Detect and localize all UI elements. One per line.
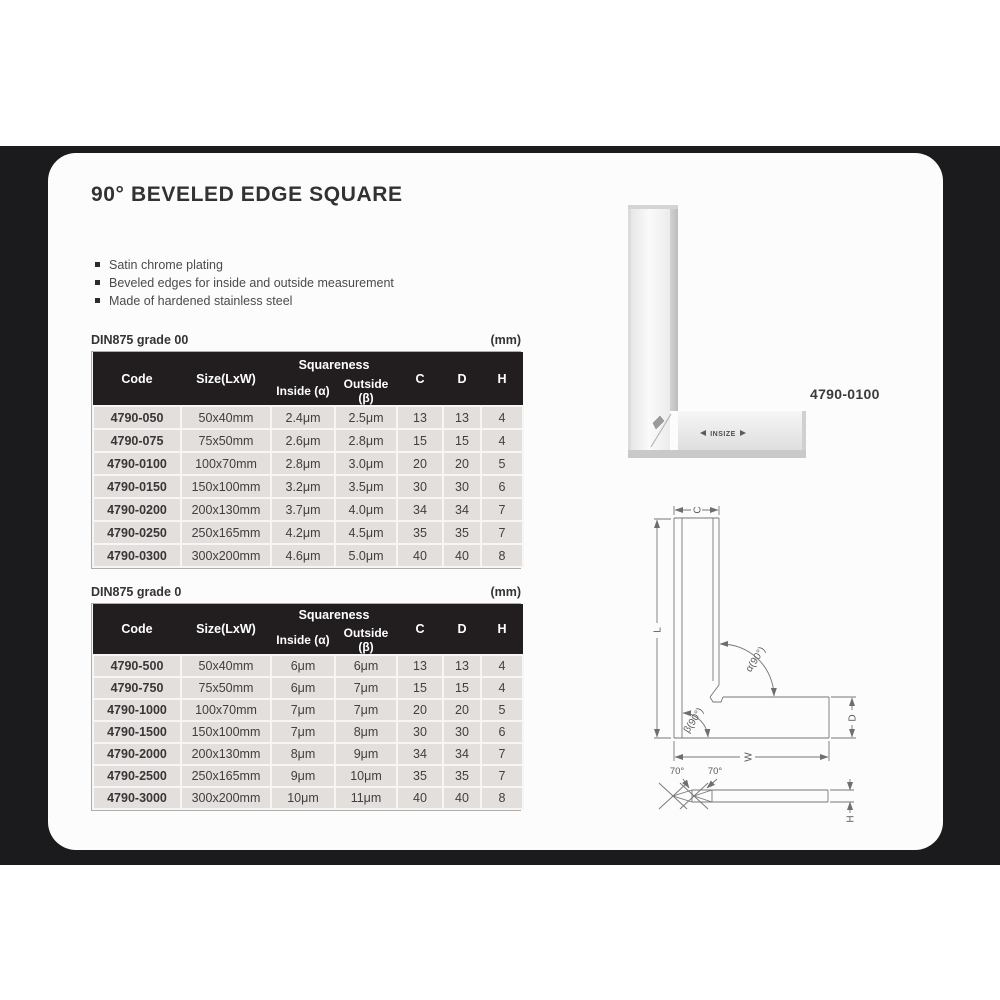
feature-item: Beveled edges for inside and outside measurement — [95, 274, 394, 292]
table-cell: 100x70mm — [181, 699, 271, 721]
table-cell: 50x40mm — [181, 655, 271, 677]
spec-table-block-grade-0 — [91, 585, 521, 811]
col-header-h: H — [481, 352, 523, 406]
table-cell: 4790-2000 — [93, 743, 181, 765]
col-header-c: C — [397, 604, 443, 655]
table-cell: 4790-050 — [93, 406, 181, 429]
table-cell: 10μm — [271, 787, 335, 809]
table-row — [93, 699, 523, 721]
label-w: W — [743, 752, 755, 762]
table-cell: 4790-0300 — [93, 544, 181, 567]
table-units-label: (mm) — [490, 333, 521, 347]
table-header — [93, 352, 523, 406]
col-header-outside: Outside (β) — [335, 377, 397, 406]
col-header-c: C — [397, 352, 443, 406]
spec-table-block-grade-00 — [91, 333, 521, 569]
table-cell: 3.2μm — [271, 475, 335, 498]
col-header-d: D — [443, 352, 481, 406]
table-cell: 7 — [481, 498, 523, 521]
table-cell: 40 — [443, 787, 481, 809]
table-cell: 2.6μm — [271, 429, 335, 452]
table-cell: 13 — [397, 655, 443, 677]
table-cell: 6μm — [271, 677, 335, 699]
label-l: L — [652, 627, 664, 633]
table-cell: 300x200mm — [181, 787, 271, 809]
table-cell: 20 — [443, 452, 481, 475]
table-cell: 300x200mm — [181, 544, 271, 567]
col-header-squareness: Squareness — [271, 604, 397, 626]
table-cell: 6μm — [335, 655, 397, 677]
label-d: D — [847, 714, 859, 722]
table-cell: 8μm — [271, 743, 335, 765]
table-cell: 34 — [397, 743, 443, 765]
table-cell: 250x165mm — [181, 765, 271, 787]
table-cell: 4.6μm — [271, 544, 335, 567]
table-cell: 7μm — [271, 699, 335, 721]
table-cell: 2.5μm — [335, 406, 397, 429]
table-cell: 4790-1500 — [93, 721, 181, 743]
table-cell: 150x100mm — [181, 721, 271, 743]
table-cell: 75x50mm — [181, 429, 271, 452]
table-cell: 4790-2500 — [93, 765, 181, 787]
table-cell: 250x165mm — [181, 521, 271, 544]
table-body — [93, 655, 523, 809]
col-header-outside: Outside (β) — [335, 626, 397, 655]
square-outline — [674, 518, 829, 738]
table-cell: 100x70mm — [181, 452, 271, 475]
table-cell: 4790-0250 — [93, 521, 181, 544]
edge-cross-section — [659, 779, 828, 809]
product-code-label: 4790-0100 — [810, 386, 880, 402]
product-photo — [620, 195, 860, 475]
table-row — [93, 475, 523, 498]
table-cell: 150x100mm — [181, 475, 271, 498]
col-header-code: Code — [93, 604, 181, 655]
col-header-inside: Inside (α) — [271, 377, 335, 406]
table-cell: 4.0μm — [335, 498, 397, 521]
col-header-d: D — [443, 604, 481, 655]
table-cell: 9μm — [271, 765, 335, 787]
table-row — [93, 677, 523, 699]
table-row — [93, 765, 523, 787]
spec-table-grade-00 — [92, 352, 524, 568]
table-row — [93, 721, 523, 743]
table-cell: 4 — [481, 655, 523, 677]
table-row — [93, 452, 523, 475]
table-cell: 8 — [481, 544, 523, 567]
table-cell: 4 — [481, 429, 523, 452]
table-caption-label: DIN875 grade 00 — [91, 333, 189, 347]
table-cell: 20 — [397, 699, 443, 721]
table-cell: 4790-750 — [93, 677, 181, 699]
table-cell: 34 — [397, 498, 443, 521]
table-cell: 30 — [397, 475, 443, 498]
page-title: 90° BEVELED EDGE SQUARE — [91, 183, 403, 206]
label-beta-angle: β(90°) — [681, 706, 707, 736]
table-cell: 30 — [397, 721, 443, 743]
table-cell: 15 — [443, 429, 481, 452]
table-cell: 4790-0200 — [93, 498, 181, 521]
table-cell: 200x130mm — [181, 498, 271, 521]
col-header-squareness: Squareness — [271, 352, 397, 377]
table-cell: 15 — [397, 677, 443, 699]
col-header-h: H — [481, 604, 523, 655]
table-cell: 4 — [481, 406, 523, 429]
table-cell: 4790-0100 — [93, 452, 181, 475]
dimension-h — [830, 779, 854, 813]
table-cell: 4790-0150 — [93, 475, 181, 498]
table-cell: 6 — [481, 475, 523, 498]
table-cell: 13 — [397, 406, 443, 429]
label-alpha-angle: α(90°) — [743, 645, 769, 675]
table-cell: 34 — [443, 743, 481, 765]
table-cell: 30 — [443, 475, 481, 498]
table-cell: 35 — [443, 765, 481, 787]
table-header — [93, 604, 523, 655]
table-caption-label: DIN875 grade 0 — [91, 585, 182, 599]
table-cell: 7μm — [271, 721, 335, 743]
label-bevel-angle-2: 70° — [707, 766, 723, 777]
table-cell: 6μm — [271, 655, 335, 677]
table-cell: 4.2μm — [271, 521, 335, 544]
table-row — [93, 498, 523, 521]
table-row — [93, 429, 523, 452]
table-row — [93, 544, 523, 567]
table-cell: 4790-500 — [93, 655, 181, 677]
feature-list — [95, 256, 394, 310]
technical-drawing — [635, 495, 905, 855]
table-cell: 200x130mm — [181, 743, 271, 765]
table-cell: 30 — [443, 721, 481, 743]
table-row — [93, 521, 523, 544]
table-row — [93, 743, 523, 765]
col-header-inside: Inside (α) — [271, 626, 335, 655]
table-row — [93, 406, 523, 429]
table-cell: 7μm — [335, 677, 397, 699]
square-tool-image — [628, 205, 806, 458]
table-row — [93, 655, 523, 677]
table-cell: 2.8μm — [335, 429, 397, 452]
table-cell: 6 — [481, 721, 523, 743]
table-cell: 5 — [481, 452, 523, 475]
table-cell: 50x40mm — [181, 406, 271, 429]
table-cell: 75x50mm — [181, 677, 271, 699]
table-cell: 40 — [397, 544, 443, 567]
table-cell: 35 — [397, 765, 443, 787]
table-cell: 9μm — [335, 743, 397, 765]
table-caption — [91, 333, 521, 347]
col-header-size: Size(LxW) — [181, 604, 271, 655]
spec-table-grade-0 — [92, 604, 524, 810]
table-cell: 4 — [481, 677, 523, 699]
table-cell: 7 — [481, 521, 523, 544]
table-cell: 40 — [397, 787, 443, 809]
table-cell: 8 — [481, 787, 523, 809]
table-body — [93, 406, 523, 567]
table-caption — [91, 585, 521, 599]
table-cell: 11μm — [335, 787, 397, 809]
table-cell: 34 — [443, 498, 481, 521]
table-cell: 3.7μm — [271, 498, 335, 521]
table-cell: 7 — [481, 765, 523, 787]
table-cell: 10μm — [335, 765, 397, 787]
feature-item: Satin chrome plating — [95, 256, 394, 274]
table-cell: 15 — [443, 677, 481, 699]
table-cell: 2.8μm — [271, 452, 335, 475]
table-cell: 35 — [443, 521, 481, 544]
table-cell: 7 — [481, 743, 523, 765]
table-cell: 3.0μm — [335, 452, 397, 475]
label-h: H — [845, 815, 857, 823]
table-cell: 13 — [443, 406, 481, 429]
label-c: C — [692, 506, 704, 514]
table-row — [93, 787, 523, 809]
table-units-label: (mm) — [490, 585, 521, 599]
table-cell: 4790-1000 — [93, 699, 181, 721]
table-cell: 5.0μm — [335, 544, 397, 567]
col-header-size: Size(LxW) — [181, 352, 271, 406]
col-header-code: Code — [93, 352, 181, 406]
label-bevel-angle-1: 70° — [669, 766, 685, 777]
table-cell: 4790-075 — [93, 429, 181, 452]
table-cell: 35 — [397, 521, 443, 544]
table-border — [91, 351, 521, 569]
table-cell: 13 — [443, 655, 481, 677]
table-cell: 4.5μm — [335, 521, 397, 544]
table-cell: 5 — [481, 699, 523, 721]
table-cell: 2.4μm — [271, 406, 335, 429]
table-border — [91, 603, 521, 811]
table-cell: 7μm — [335, 699, 397, 721]
table-cell: 20 — [397, 452, 443, 475]
table-cell: 15 — [397, 429, 443, 452]
table-cell: 40 — [443, 544, 481, 567]
table-cell: 4790-3000 — [93, 787, 181, 809]
drawing-labels — [653, 506, 859, 822]
feature-item: Made of hardened stainless steel — [95, 292, 394, 310]
brand-stamp-text: INSIZE — [710, 431, 736, 438]
table-cell: 8μm — [335, 721, 397, 743]
table-cell: 20 — [443, 699, 481, 721]
table-cell: 3.5μm — [335, 475, 397, 498]
